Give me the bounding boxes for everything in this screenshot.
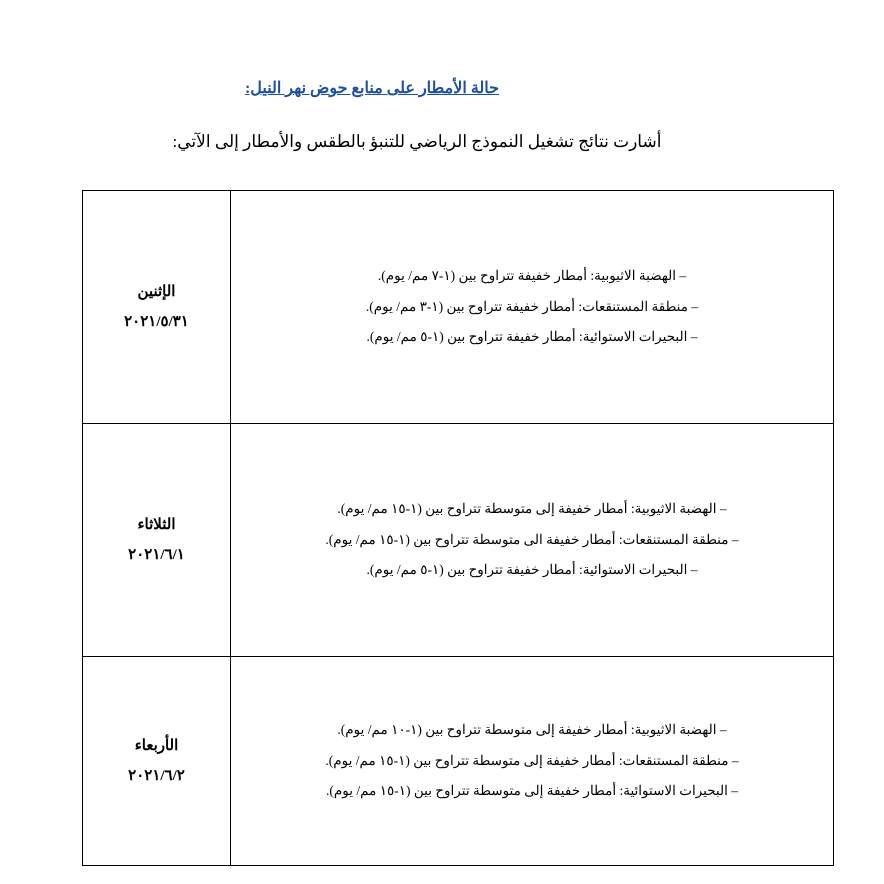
forecast-detail-line: – البحيرات الاستوائية: أمطار خفيفة إلى متوسطة تتراوح بين (١-١٥ مم/ يوم). <box>326 783 738 799</box>
forecast-table <box>82 190 834 866</box>
day-name: الأربعاء <box>134 738 179 754</box>
forecast-detail-line: – منطقة المستنقعات: أمطار خفيفة تتراوح بين (١-٣ مم/ يوم). <box>365 298 699 314</box>
day-date: ٢٠٢١/٥/٣١ <box>124 314 189 330</box>
page-title: حالة الأمطار على منابع حوض نهر النيل: <box>244 80 500 97</box>
day-cell <box>83 424 231 657</box>
table-row <box>83 191 834 424</box>
table-row <box>83 424 834 657</box>
intro-paragraph: أشارت نتائج تشغيل النموذج الرياضي للتنبؤ بالطقس والأمطار إلى الآتي: <box>172 132 662 151</box>
forecast-detail-line: – الهضبة الاثيوبية: أمطار خفيفة تتراوح بين (١-٧ مم/ يوم). <box>377 268 687 284</box>
forecast-details-cell <box>231 191 834 424</box>
day-cell <box>83 191 231 424</box>
forecast-detail-line: – البحيرات الاستوائية: أمطار خفيفة تتراوح بين (١-٥ مم/ يوم). <box>366 329 698 345</box>
forecast-detail-line: – منطقة المستنقعات: أمطار خفيفة الى متوسطة تتراوح بين (١-١٥ مم/ يوم). <box>325 531 739 547</box>
forecast-detail-line: – الهضبة الاثيوبية: أمطار خفيفة إلى متوسطة تتراوح بين (١-١٠ مم/ يوم). <box>337 722 727 738</box>
forecast-details-cell <box>231 424 834 657</box>
day-date: ٢٠٢١/٦/٢ <box>128 768 185 784</box>
table-row <box>83 657 834 866</box>
day-name: الثلاثاء <box>137 517 176 533</box>
forecast-detail-line: – منطقة المستنقعات: أمطار خفيفة إلى متوسطة تتراوح بين (١-١٥ مم/ يوم). <box>325 752 739 768</box>
forecast-details-cell <box>231 657 834 866</box>
day-cell <box>83 657 231 866</box>
forecast-detail-line: – الهضبة الاثيوبية: أمطار خفيفة إلى متوسطة تتراوح بين (١-١٥ مم/ يوم). <box>337 501 727 517</box>
forecast-detail-line: – البحيرات الاستوائية: أمطار خفيفة تتراوح بين (١-٥ مم/ يوم). <box>366 562 698 578</box>
day-name: الإثنين <box>137 284 176 300</box>
day-date: ٢٠٢١/٦/١ <box>128 547 185 563</box>
